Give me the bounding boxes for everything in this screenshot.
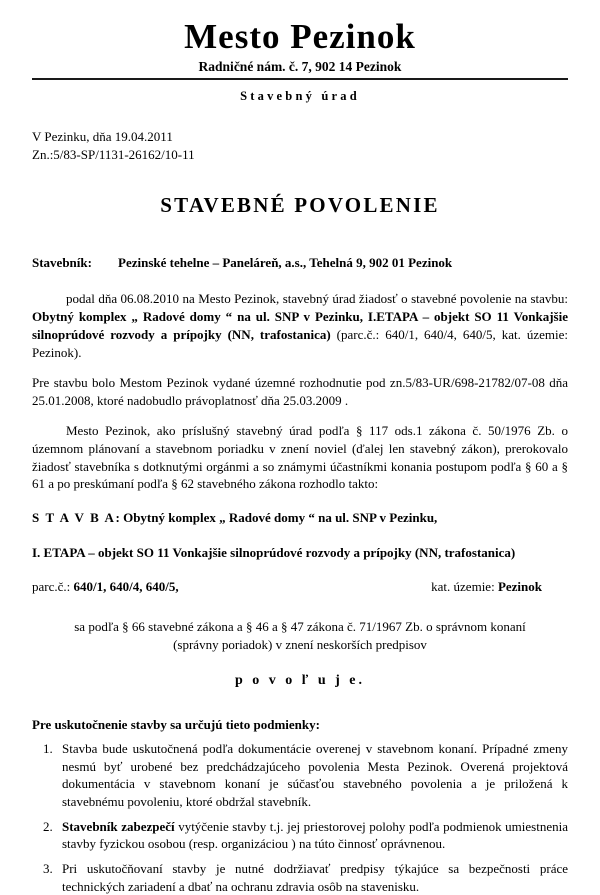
organization-address: Radničné nám. č. 7, 902 14 Pezinok (198, 58, 402, 74)
list-item (56, 818, 568, 853)
paragraph-authority: Mesto Pezinok, ako príslušný stavebný úrad podľa § 117 ods.1 zákona č. 50/1976 Zb. o územnom plánovaní a stavebnom poriadku v znení noviel (ďalej len stavebný zákon), prerokovalo žiadosť stavebníka s dotknutými orgánmi a so známymi účastníkmi konania postupom podľa § 60 a § 61 a po preskúmaní podľa § 62 stavebného zákona rozhodlo takto: (32, 422, 568, 492)
cadastre-label: kat. územie: (431, 578, 498, 594)
condition-text: vytýčenie stavby t.j. jej priestorovej polohy podľa podmienok umiestnenia stavby fyzickou osobou (resp. organizáciou ) na túto činnosť oprávnenou. (62, 818, 568, 852)
grant-statement: p o v o ľ u j e. (234, 672, 365, 688)
document-body (32, 254, 568, 493)
list-item (56, 740, 568, 811)
conditions-block (32, 717, 568, 895)
parcel-label: parc.č.: (32, 578, 74, 594)
conditions-heading: Pre uskutočnenie stavby sa určujú tieto podmienky: (32, 716, 320, 732)
reference-number: Zn.:5/83-SP/1131-26162/10-11 (32, 146, 195, 162)
meta-block (32, 128, 568, 163)
condition-text: Pri uskutočňovaní stavby je nutné dodržiavať predpisy týkajúce sa bezpečnosti práce technických zariadení a dbať na ochranu zdravia osôb na stavenisku. (62, 860, 568, 894)
builder-label: Stavebník: (32, 255, 92, 271)
condition-bold-prefix: Stavebník zabezpečí (62, 818, 179, 834)
builder-address: Tehelná 9, 902 01 Pezinok (309, 255, 453, 271)
cadastre-value: Pezinok (497, 578, 542, 594)
construction-line-1 (32, 509, 568, 527)
conditions-list (32, 740, 568, 895)
construction-line-2: I. ETAPA – objekt SO 11 Vonkajšie silnoprúdové rozvody a prípojky (NN, trafostanica) (32, 544, 516, 560)
construction-description-1: : Obytný komplex „ Radové domy “ na ul. SNP v Pezinku, (115, 510, 438, 526)
document-header (32, 0, 568, 104)
parcel-value: 640/1, 640/4, 640/5, (73, 578, 179, 594)
condition-text: Stavba bude uskutočnená podľa dokumentácie overenej v stavebnom konaní. Prípadné zmeny nesmú byť urobené bez predchádzajúceho povolenia Mesta Pezinok. Overená projektová dokumentácia v stavebnom konaní je súčasťou stavebného povolenia a je priložená k stavebnému povoleniu, ktoré obdržal stavebník. (62, 740, 568, 809)
header-divider (32, 78, 568, 80)
list-item (56, 860, 568, 895)
construction-keyword: S T A V B A (32, 510, 116, 526)
parcel-numbers (32, 578, 179, 596)
page-title: STAVEBNÉ POVOLENIE (160, 193, 440, 218)
legal-basis-block (32, 618, 568, 655)
paragraph-application (32, 290, 568, 362)
organization-title: Mesto Pezinok (184, 17, 416, 56)
legal-basis-line-2: (správny poriadok) v znení neskorších predpisov (173, 637, 427, 653)
application-project-name: Obytný komplex „ Radové domy “ na ul. SNP v Pezinku, I.ETAPA – objekt SO 11 Vonkajšie silnoprúdové rozvody a prípojky (NN, trafostanica) (32, 308, 568, 342)
paragraph-zoning-decision: Pre stavbu bolo Mestom Pezinok vydané územné rozhodnutie pod zn.5/83-UR/698-21782/07-08 dňa 25.01.2008, ktoré nadobudlo právoplatnosť dňa 25.03.2009 . (32, 374, 568, 408)
place-and-date: V Pezinku, dňa 19.04.2011 (32, 128, 173, 144)
builder-name: Pezinské tehelne – Paneláreň, a.s., (118, 255, 307, 271)
department-name: Stavebný úrad (240, 88, 360, 103)
construction-block (32, 509, 568, 596)
legal-basis-line-1: sa podľa § 66 stavebné zákona a § 46 a § 47 zákona č. 71/1967 Zb. o správnom konaní (74, 618, 526, 634)
parcel-row (32, 578, 568, 596)
application-text-start: podal dňa 06.08.2010 na Mesto Pezinok, stavebný úrad žiadosť o stavebné povolenie na stavbu: (66, 291, 568, 307)
application-text-end: (parc.č.: 640/1, 640/4, 640/5, kat. územie: Pezinok). (32, 326, 568, 360)
cadastre-area (431, 578, 568, 596)
builder-row (32, 254, 568, 272)
